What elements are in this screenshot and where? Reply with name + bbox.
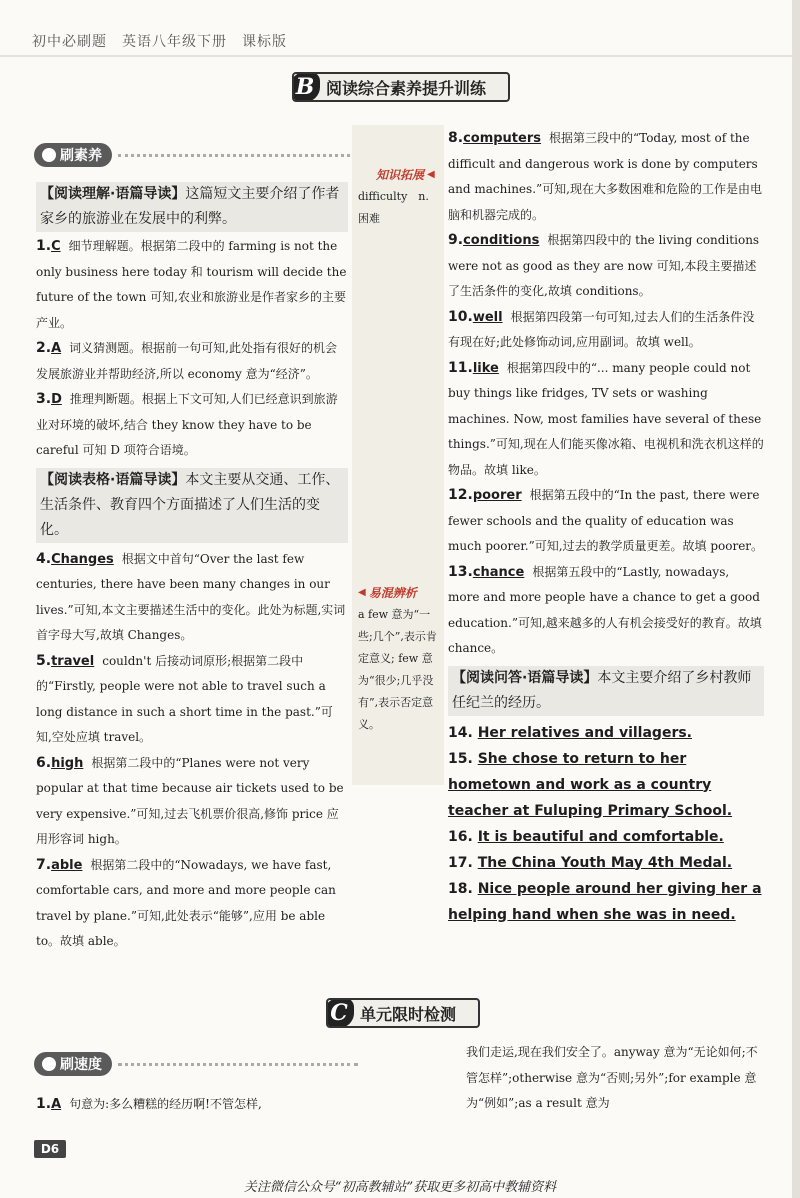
pencil-icon [42, 1057, 56, 1071]
answer-item-7: 7.able 根据第二段中的“Nowadays, we have fast, comfortable cars, and more and more people can travel by plane.”可知,此处表示“能够”,应用 be able to。故填 able。 [36, 856, 336, 948]
answer-item-9: 9.conditions 根据第四段中的 the living conditions were not as good as they are now 可知,本段主要描述了生活条件的变化,故填 conditions。 [448, 232, 760, 298]
answer-item-12: 12.poorer 根据第五段中的“In the past, there were fewer schools and the quality of education was much poorer.”可知,过去的教学质量更差。故填 poorer。 [448, 487, 764, 553]
answer-item-13: 13.chance 根据第五段中的“Lastly, nowadays, more and more people have a chance to get a good education.”可知,越来越多的人有机会接受好的教育。故填 chance。 [448, 563, 762, 655]
section-b-banner [292, 72, 510, 102]
guide-reading-comprehension: 【阅读理解·语篇导读】这篇短文主要介绍了作者家乡的旅游业在发展中的利弊。 [36, 182, 348, 232]
left-column [36, 182, 348, 955]
section-b-letter: B [292, 72, 320, 102]
answer-item-8: 8.computers 根据第三段中的“Today, most of the difficult and dangerous work is done by computers and machines.”可知,现在大多数困难和危险的工作是由电脑和机器完成的。 [448, 130, 762, 222]
tag-shua-sudu: 刷速度 [34, 1052, 358, 1076]
side-note-zhishi-text: difficulty n. 困难 [358, 190, 429, 225]
side-note-yihun-text: a few 意为“一些;几个”,表示肯定意义; few 意为“很少;几乎没有”,表示否定意义。 [358, 608, 437, 731]
page-header: 初中必刷题 英语八年级下册 课标版 [32, 34, 287, 50]
side-note-zhishi [358, 164, 442, 230]
answer-item-18: 18. Nice people around her giving her a helping hand when she was in need. [448, 880, 762, 923]
answer-item-17: 17. The China Youth May 4th Medal. [448, 854, 733, 871]
answer-item-5: 5.travel couldn't 后接动词原形;根据第二段中的“Firstly, people were not able to travel such a long distance in such a short time in the past.”可知,空处应填 travel。 [36, 652, 333, 744]
section-c-title: 单元限时检测 [360, 1004, 457, 1024]
section-c-banner [326, 998, 480, 1028]
header-rule [0, 55, 800, 57]
page-edge [792, 0, 800, 1198]
arrow-left-icon: ◀ [427, 169, 435, 180]
page-number: D6 [34, 1140, 66, 1158]
section-c-item-1-continued: 我们走运,现在我们安全了。anyway 意为“无论如何;不管怎样”;otherwise 意为“否则;另外”;for example 意为“例如”;as a result 意为 [466, 1045, 758, 1110]
right-column [448, 126, 764, 928]
answer-item-2: 2.A 词义猜测题。根据前一句可知,此处指有很好的机会发展旅游业并帮助经济,所以 economy 意为“经济”。 [36, 340, 337, 381]
footer-note: 关注微信公众号“初高教辅站”获取更多初高中教辅资料 [243, 1180, 557, 1195]
arrow-left-icon: ◀ [358, 587, 366, 598]
answer-item-1: 1.C 细节理解题。根据第二段中的 farming is not the only business here today 和 tourism will decide the future of the town 可知,农业和旅游业是作者家乡的主要产业。 [36, 238, 347, 330]
pencil-icon [42, 148, 56, 162]
answer-item-6: 6.high 根据第二段中的“Planes were not very popular at that time because air tickets used to be very expensive.”可知,过去飞机票价很高,修饰 price 应用形容词 high。 [36, 754, 344, 846]
guide-reading-qa: 【阅读问答·语篇导读】本文主要介绍了乡村教师任纪兰的经历。 [448, 666, 764, 716]
section-c-item-1: 1.A 句意为:多么糟糕的经历啊!不管怎样, [36, 1096, 262, 1112]
tag-shua-suyang: 刷素养 [34, 143, 368, 167]
answer-item-15: 15. She chose to return to her hometown and work as a country teacher at Fuluping Primary School. [448, 750, 733, 819]
side-note-yihun [358, 582, 442, 736]
answer-item-4: 4.Changes 根据文中首句“Over the last few centuries, there have been many changes in our lives.”可知,本文主要描述生活中的变化。此处为标题,实词首字母大写,故填 Changes。 [36, 550, 346, 642]
answer-item-11: 11.like 根据第四段中的“... many people could not buy things like fridges, TV sets or washing machines. Now, most families have several of these things.”可知,现在人们能买像冰箱、电视机和洗衣机这样的物品。故填 like。 [448, 359, 764, 477]
answer-item-3: 3.D 推理判断题。根据上下文可知,人们已经意识到旅游业对环境的破坏,结合 they know they have to be careful 可知 D 项符合语境。 [36, 391, 338, 457]
answer-item-10: 10.well 根据第四段第一句可知,过去人们的生活条件没有现在好;此处修饰动词,应用副词。故填 well。 [448, 308, 755, 349]
answer-item-16: 16. It is beautiful and comfortable. [448, 828, 724, 845]
answer-item-14: 14. Her relatives and villagers. [448, 724, 692, 741]
side-note-zhishi-title: 知识拓展 [376, 168, 425, 182]
section-b-title: 阅读综合素养提升训练 [326, 78, 487, 98]
section-c-letter: C [326, 998, 354, 1028]
side-note-yihun-title: 易混辨析 [368, 586, 417, 600]
guide-reading-table: 【阅读表格·语篇导读】本文主要从交通、工作、生活条件、教育四个方面描述了人们生活的变化。 [36, 468, 348, 543]
